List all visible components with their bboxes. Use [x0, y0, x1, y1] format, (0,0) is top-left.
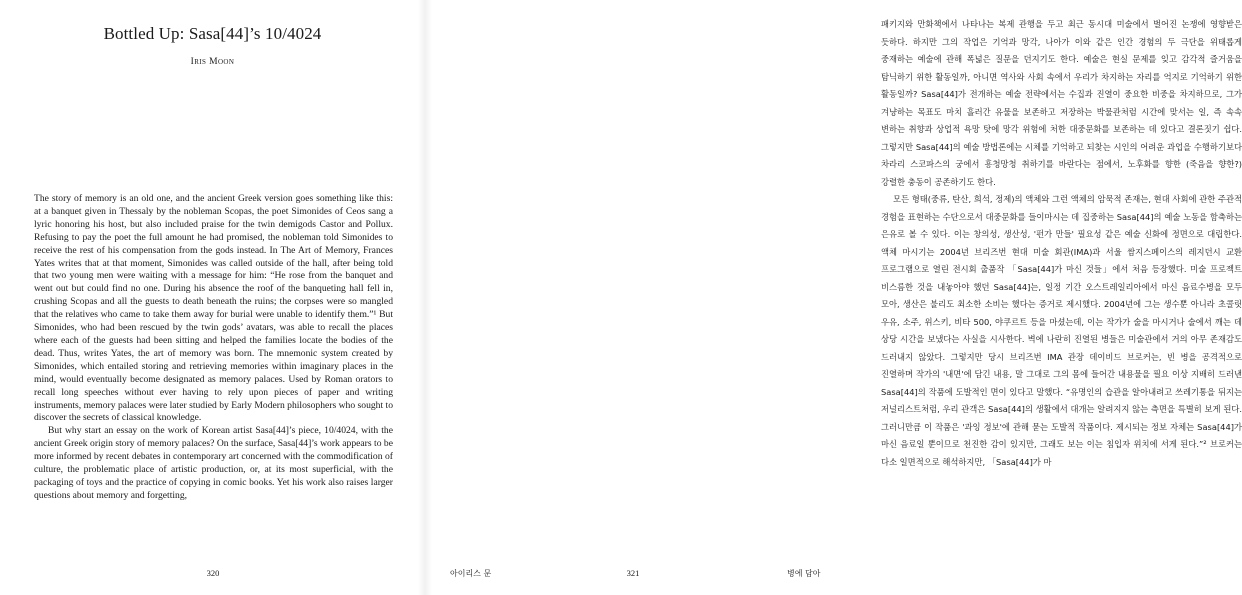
korean-paragraph: 모든 형태(중류, 탄산, 희석, 정제)의 액체와 그런 액체의 암묵적 존재는, 현대 사회에 관한 주관적 경험을 표현하는 수단으로서 대중문화를 들이마시는 데 집중하는 Sasa[44]의 예술 노동을 함축하는 은유로 볼 수 있다. 이는 창의성, 생산성, '펀가 만들' 필요성 같은 예술 신화에 정면으로 대립한다. 액체 마시기는 2004년 브리즈번 현대 미술 회관(IMA)과 서울 쌈지스페이스의 레지던시 교환 프로그램으로 열린 전시회 출품작 「Sasa[44]가 마신 것들」에서 처음 등장했다. 미술 프로젝트 비스름한 것을 내놓아야 했던 Sasa[44]는, 일정 기간 오스트레일리아에서 마신 음료수병을 모두 모아, 생산은 불리도 최소한 소비는 했다는 증거로 제시했다. 2004년에 그는 생수뿐 아니라 초콜릿 우유, 소주, 위스키, 비타 500, 야쿠르트 등을 마셨는데, 이는 작가가 술을 마시거나 술에서 깨는 데 상당 시간을 보냈다는 사실을 시사한다. 벽에 나란히 진열된 병들은 미술관에서 거의 아무 존재감도 드러내지 않았다. 그렇지만 당시 브리즈번 IMA 관장 데이비드 브로커는, 빈 병을 공격적으로 진열하며 작가의 '내면'에 담긴 내용, 말 그대로 그의 몸에 들어간 내용물을 필요 이상 지배히 드러낸 Sasa[44]의 작품에 도발적인 면이 있다고 말했다. “유명인의 습관을 알아내려고 쓰레기통을 뒤지는 저널리스트처럼, 우리 관객은 Sasa[44]의 생활에서 대개는 알려지지 않는 측면을 특별히 보게 된다. 그러니만큼 이 작품은 '과잉 정보'에 관해 묻는 도발적 작품이다. 제시되는 정보 자체는 Sasa[44]가 마신 음료일 뿐이므로 천진한 감이 있지만, 그래도 보는 이는 침입자 위치에 서게 된다.”² 브로커는 다소 일면적으로 해석하지만, 「Sasa[44]가 마: [881, 194, 1242, 467]
page-number-right: 321: [626, 568, 640, 578]
running-head-title: 병에 담아: [787, 569, 821, 578]
essay-title: Bottled Up: Sasa[44]’s 10/4024: [103, 24, 322, 43]
right-page: [425, 0, 1242, 595]
author-name: Iris Moon: [190, 57, 235, 67]
running-head-author: 아이리스 문: [450, 569, 492, 578]
page-number-left: 320: [206, 568, 220, 578]
english-paragraph: But why start an essay on the work of Korean artist Sasa[44]’s piece, 10/4024, with the ancient Greek origin story of memory palaces? On the surface, Sasa[44]’s work appears to be more informed by recent debates in contemporary art concerned with the commodification of culture, the problematic place of artistic production, or, at its most superficial, with the packaging of toys and the practice of copying in comic books. Yet his work also raises larger questions about memory and forgetting,: [34, 425, 393, 501]
korean-paragraph: 패키지와 만화책에서 나타나는 복제 관행을 두고 최근 동시대 미술에서 벌어진 논쟁에 영향받은 듯하다. 하지만 그의 작업은 기억과 망각, 나아가 이와 같은 인간 경험의 두 극단을 위태롭게 중재하는 예술에 관해 폭넓은 질문을 던지기도 한다. 예술은 현실 문제를 잊고 감각적 즐거움을 탐닉하기 위한 활동일까, 아니면 역사와 사회 속에서 우리가 차지하는 자리를 억지로 기억하기 위한 활동일까? Sasa[44]가 전개하는 예술 전략에서는 수집과 진열이 중요한 비중을 차지하므로, 그가 겨냥하는 목표도 마치 흘러간 유물을 보존하고 저장하는 박물관처럼 시간에 맞서는 일, 즉 속속 변하는 취향과 상업적 욕망 탓에 망각 위험에 처한 대중문화를 보존하는 데 있다고 결론짓기 쉽다. 그렇지만 Sasa[44]의 예술 방법론에는 시체를 기억하고 되찾는 시인의 어려운 과업을 수행하기보다 차라리 스코파스의 궁에서 흥청망청 취하기를 바란다는 점에서, 노후화를 향한 (죽음을 향한?) 강렬한 충동이 공존하기도 한다.: [881, 19, 1242, 187]
left-page: [0, 0, 425, 595]
korean-body-text: [881, 16, 1242, 471]
english-paragraph: The story of memory is an old one, and the ancient Greek version goes something like this: at a banquet given in Thessaly by the nobleman Scopas, the poet Simonides of Ceos sang a lyric honoring his host, but also included praise for the twin demigods Castor and Pollux. Refusing to pay the poet the full amount he had promised, the nobleman told Simonides to receive the rest of his compensation from the gods instead. In The Art of Memory, Frances Yates writes that at that moment, Simonides was called outside of the hall, after being told that two young men were waiting with a message for him: “He rose from the banquet and went out but could find no one. During his absence the roof of the banqueting hall fell in, crushing Scopas and all the guests to death beneath the ruins; the corpses were so mangled that the relatives who came to take them away for burial were unable to identify them.”¹ But Simonides, who had been rescued by the twin gods’ avatars, was able to recall the places where each of the guests had been sitting and helped the families locate the bodies of the dead. Thus, writes Yates, the art of memory was born. The mnemonic system created by Simonides, which entailed storing and retrieving memories within imaginary places in the mind, would eventually become designated as memory palaces. Used by Roman orators to recall long speeches without ever having to rely upon pieces of paper and writing instruments, memory palaces were later studied by Early Modern philosophers who sought to discover the secrets of classical knowledge.: [34, 193, 393, 424]
english-body-text: [34, 193, 393, 503]
